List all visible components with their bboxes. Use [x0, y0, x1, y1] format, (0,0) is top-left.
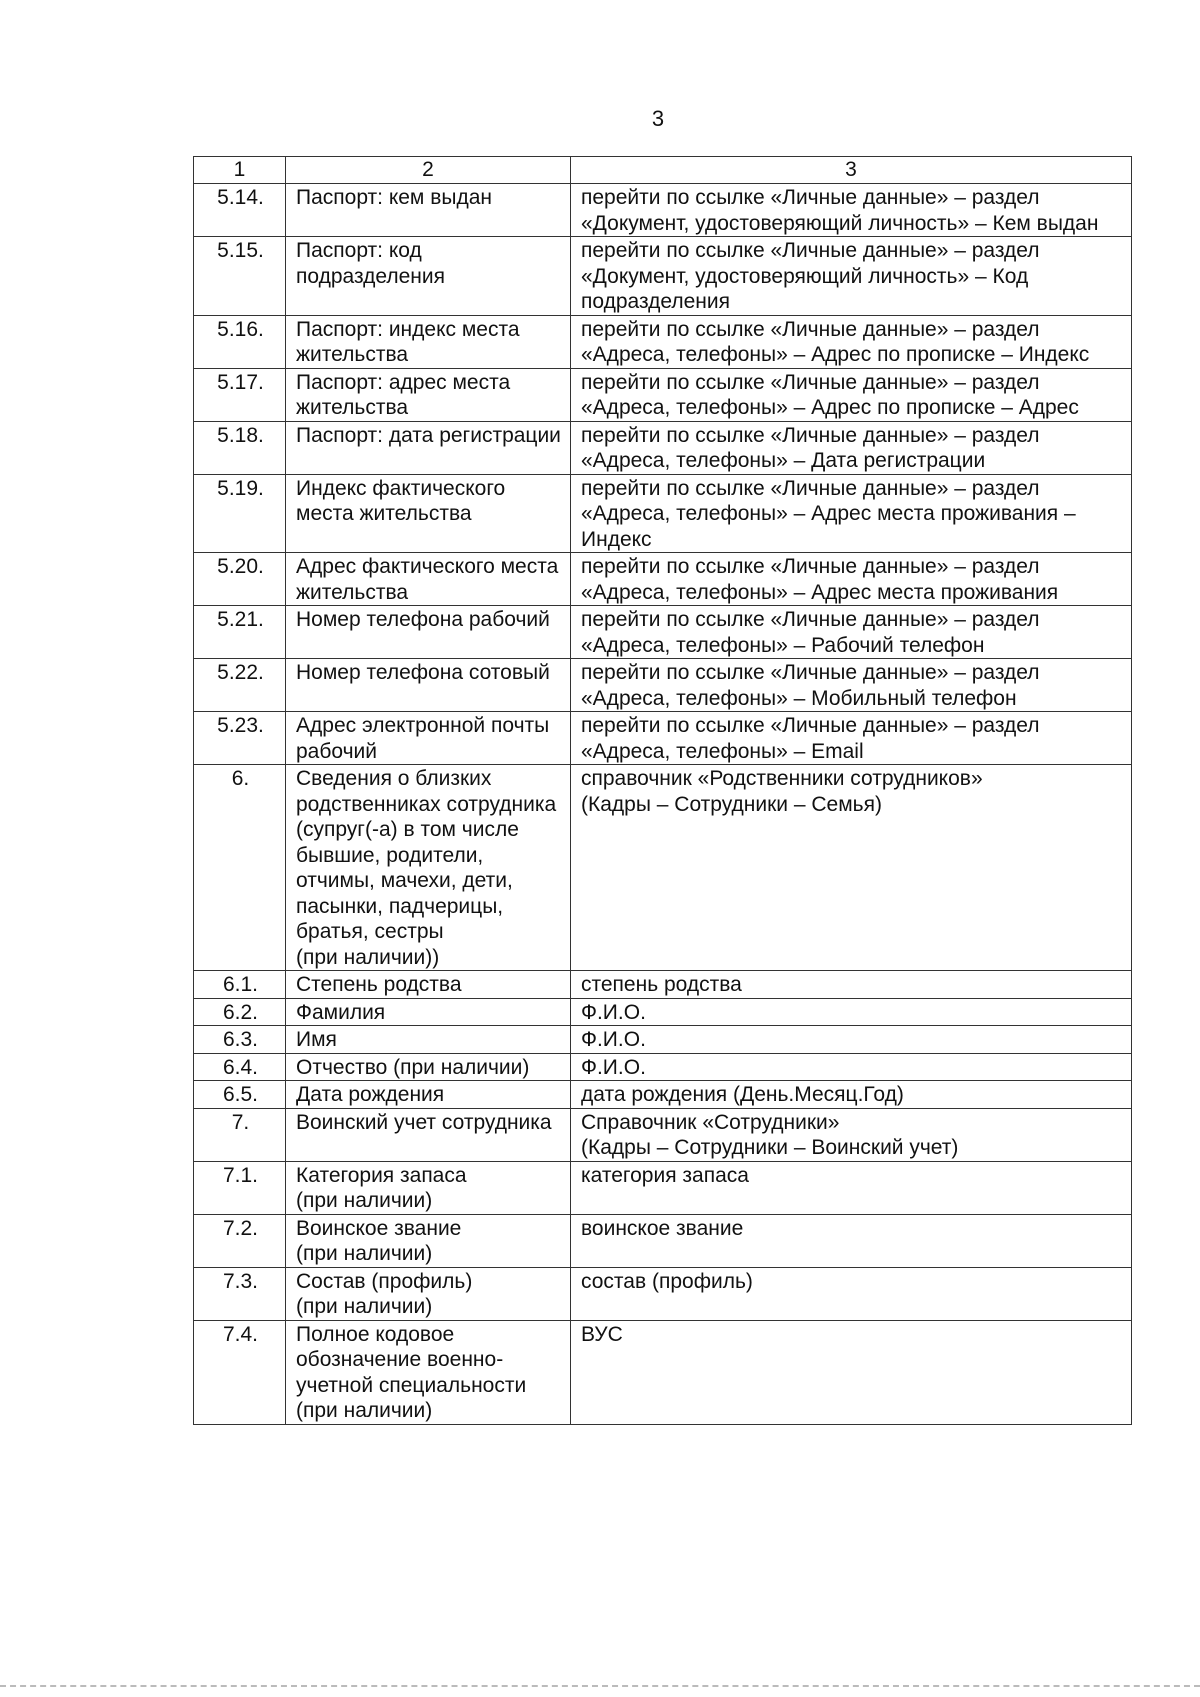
row-field: Адрес фактического места жительства [286, 553, 571, 606]
row-number: 6.3. [194, 1026, 286, 1054]
row-source: перейти по ссылке «Личные данные» – раздел «Адреса, телефоны» – Email [571, 712, 1132, 765]
row-source: перейти по ссылке «Личные данные» – раздел «Адреса, телефоны» – Адрес места проживания [571, 553, 1132, 606]
row-source: перейти по ссылке «Личные данные» – раздел «Адреса, телефоны» – Адрес по прописке – Индекс [571, 315, 1132, 368]
column-header-number: 1 [194, 157, 286, 184]
row-field: Паспорт: индекс места жительства [286, 315, 571, 368]
table-row [194, 1081, 1132, 1109]
row-number: 5.23. [194, 712, 286, 765]
row-field: Паспорт: дата регистрации [286, 421, 571, 474]
row-field: Воинский учет сотрудника [286, 1108, 571, 1161]
table-row [194, 1320, 1132, 1424]
row-source: воинское звание [571, 1214, 1132, 1267]
row-source: перейти по ссылке «Личные данные» – раздел «Документ, удостоверяющий личность» – Кем выдан [571, 184, 1132, 237]
table-row [194, 184, 1132, 237]
row-source: перейти по ссылке «Личные данные» – раздел «Адреса, телефоны» – Адрес по прописке – Адрес [571, 368, 1132, 421]
row-source: перейти по ссылке «Личные данные» – раздел «Адреса, телефоны» – Дата регистрации [571, 421, 1132, 474]
row-source: категория запаса [571, 1161, 1132, 1214]
table-row [194, 315, 1132, 368]
row-number: 6. [194, 765, 286, 971]
row-field: Дата рождения [286, 1081, 571, 1109]
column-header-field: 2 [286, 157, 571, 184]
row-number: 6.4. [194, 1053, 286, 1081]
row-number: 5.21. [194, 606, 286, 659]
row-number: 6.2. [194, 998, 286, 1026]
row-number: 5.20. [194, 553, 286, 606]
row-field: Состав (профиль) (при наличии) [286, 1267, 571, 1320]
table-row [194, 1267, 1132, 1320]
row-number: 5.22. [194, 659, 286, 712]
row-field: Номер телефона сотовый [286, 659, 571, 712]
row-field: Паспорт: код подразделения [286, 237, 571, 316]
row-source: степень родства [571, 971, 1132, 999]
row-source: перейти по ссылке «Личные данные» – раздел «Адреса, телефоны» – Рабочий телефон [571, 606, 1132, 659]
column-header-source: 3 [571, 157, 1132, 184]
table-row [194, 998, 1132, 1026]
scan-edge-line [0, 1685, 1200, 1691]
row-number: 7.4. [194, 1320, 286, 1424]
row-number: 7.2. [194, 1214, 286, 1267]
table-row [194, 606, 1132, 659]
row-field: Адрес электронной почты рабочий [286, 712, 571, 765]
table-row [194, 1214, 1132, 1267]
table-row [194, 712, 1132, 765]
row-number: 7.3. [194, 1267, 286, 1320]
table-row [194, 971, 1132, 999]
row-number: 5.17. [194, 368, 286, 421]
row-field: Индекс фактического места жительства [286, 474, 571, 553]
row-source: Ф.И.О. [571, 1053, 1132, 1081]
row-number: 6.1. [194, 971, 286, 999]
row-field: Степень родства [286, 971, 571, 999]
row-field: Категория запаса (при наличии) [286, 1161, 571, 1214]
row-field: Воинское звание (при наличии) [286, 1214, 571, 1267]
table-row [194, 659, 1132, 712]
table-row [194, 368, 1132, 421]
table-row [194, 1161, 1132, 1214]
row-field: Имя [286, 1026, 571, 1054]
row-number: 5.18. [194, 421, 286, 474]
row-source: Ф.И.О. [571, 998, 1132, 1026]
data-mapping-table [193, 156, 1132, 1425]
table-header-row [194, 157, 1132, 184]
row-number: 7. [194, 1108, 286, 1161]
row-field: Паспорт: кем выдан [286, 184, 571, 237]
table-row [194, 1053, 1132, 1081]
row-source: перейти по ссылке «Личные данные» – раздел «Документ, удостоверяющий личность» – Код подразделения [571, 237, 1132, 316]
row-field: Отчество (при наличии) [286, 1053, 571, 1081]
table-row [194, 1026, 1132, 1054]
table-row [194, 474, 1132, 553]
row-number: 5.16. [194, 315, 286, 368]
row-source: перейти по ссылке «Личные данные» – раздел «Адреса, телефоны» – Адрес места проживания – Индекс [571, 474, 1132, 553]
table-row [194, 553, 1132, 606]
row-field: Номер телефона рабочий [286, 606, 571, 659]
page-number: 3 [651, 106, 665, 131]
row-number: 5.19. [194, 474, 286, 553]
table-row [194, 765, 1132, 971]
row-number: 5.15. [194, 237, 286, 316]
row-source: Ф.И.О. [571, 1026, 1132, 1054]
row-number: 6.5. [194, 1081, 286, 1109]
row-source: ВУС [571, 1320, 1132, 1424]
row-number: 7.1. [194, 1161, 286, 1214]
row-source: дата рождения (День.Месяц.Год) [571, 1081, 1132, 1109]
table-row [194, 421, 1132, 474]
row-number: 5.14. [194, 184, 286, 237]
row-field: Фамилия [286, 998, 571, 1026]
row-source: перейти по ссылке «Личные данные» – раздел «Адреса, телефоны» – Мобильный телефон [571, 659, 1132, 712]
row-source: справочник «Родственники сотрудников» (Кадры – Сотрудники – Семья) [571, 765, 1132, 971]
row-source: состав (профиль) [571, 1267, 1132, 1320]
row-field: Сведения о близких родственниках сотрудника (супруг(-а) в том числе бывшие, родители, отчимы, мачехи, дети, пасынки, падчерицы, братья, сестры (при наличии)) [286, 765, 571, 971]
row-source: Справочник «Сотрудники» (Кадры – Сотрудники – Воинский учет) [571, 1108, 1132, 1161]
row-field: Паспорт: адрес места жительства [286, 368, 571, 421]
table-row [194, 237, 1132, 316]
table-row [194, 1108, 1132, 1161]
row-field: Полное кодовое обозначение военно-учетной специальности (при наличии) [286, 1320, 571, 1424]
